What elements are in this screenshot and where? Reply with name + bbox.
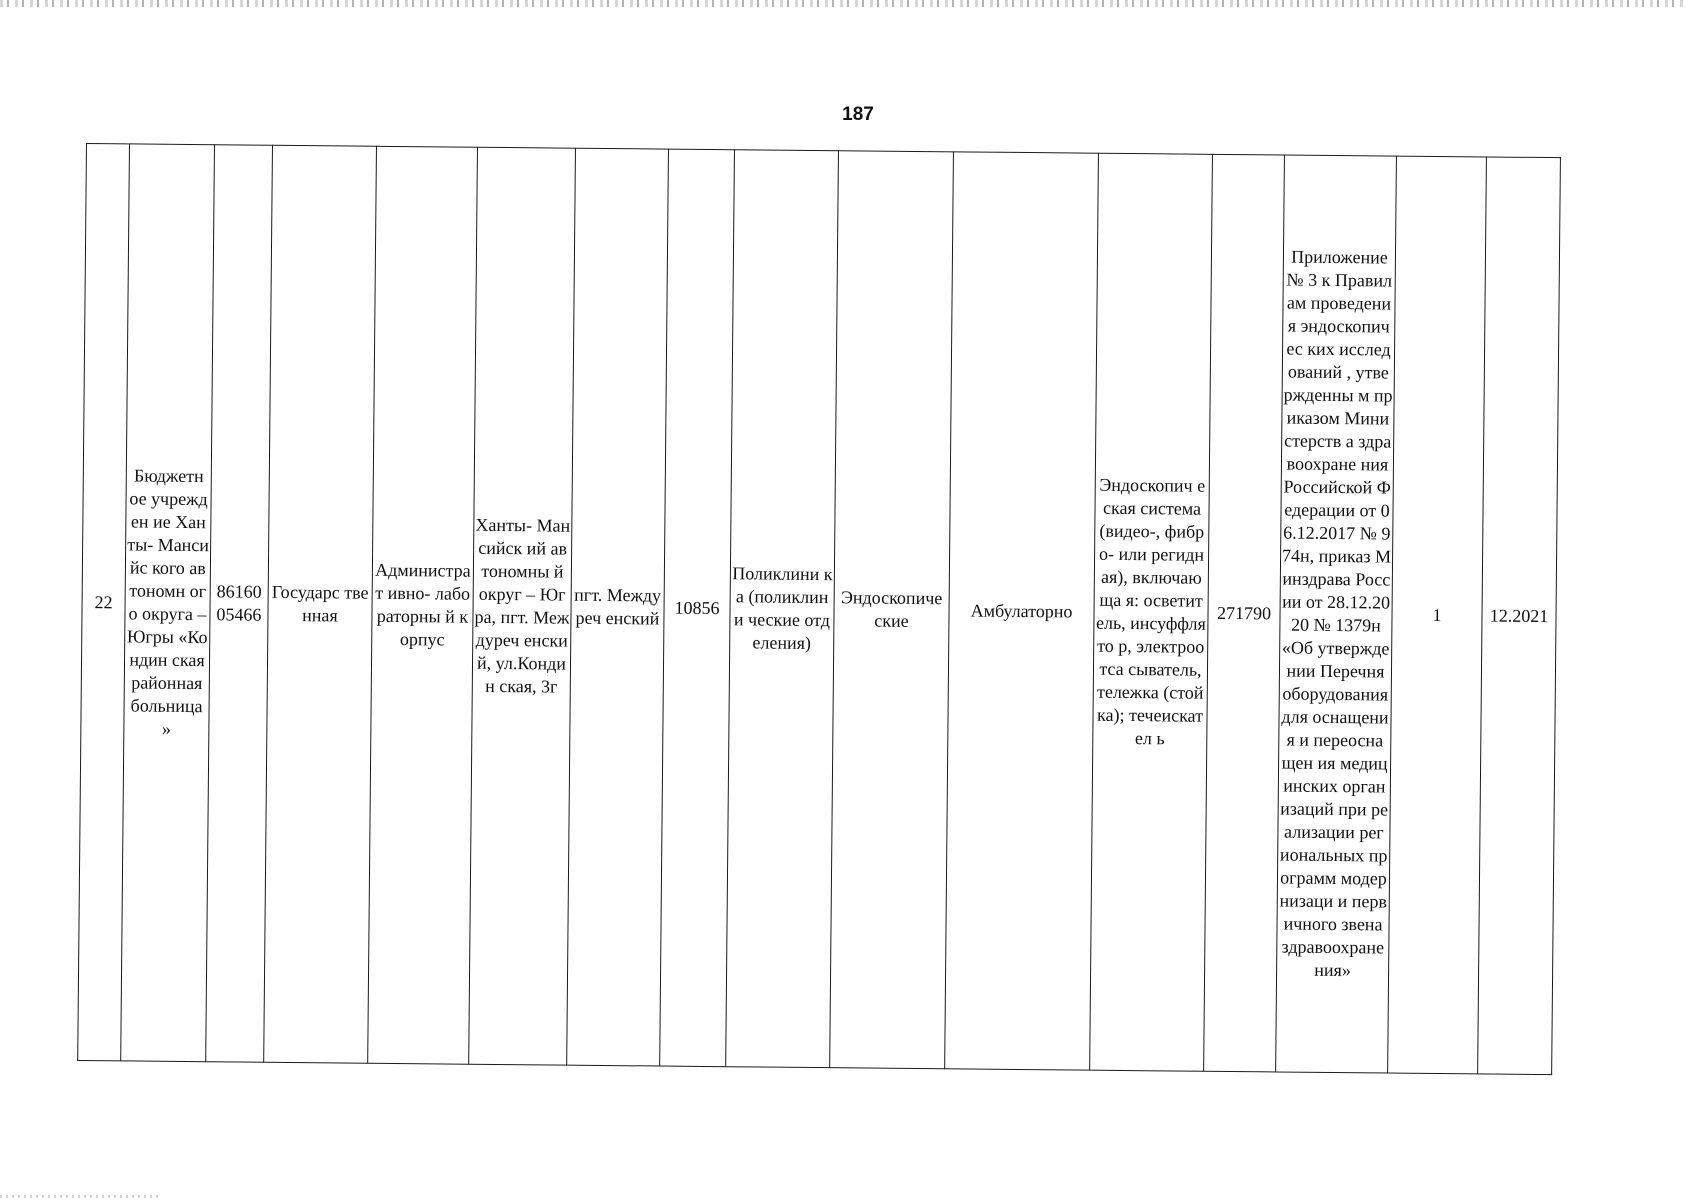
scan-bottom-edge <box>0 1195 160 1198</box>
table-row <box>78 144 1561 1075</box>
basis-cell: Приложение № 3 к Правилам проведения эндоскопичес ких исследований , утвержденны м приказом Министерств а здравоохране ния Российской Федерации от 06.12.2017 № 974н, приказ Минздрава России от 28.12.2020 № 1379н «Об утверждении Перечня оборудования для оснащения и переоснащен ия медицинских организаций при реализации региональных программ модернизаци и первичного звена здравоохране ния» <box>1276 155 1397 1073</box>
settlement-cell: пгт. Междуреч енский <box>567 148 669 1066</box>
equipment-table <box>77 143 1561 1075</box>
table-sheet <box>77 143 1560 1081</box>
population-cell: 10856 <box>660 149 735 1067</box>
organization-cell: Бюджетн ое учрежден ие Ханты- Мансийс кого автономн ого округа – Югры «Кондин ская районная больница » <box>121 144 215 1062</box>
care-form-cell: Амбулаторно <box>945 152 1099 1070</box>
address-cell: Ханты- Мансийск ий автономны й округ – Югра, пгт. Междуреч енский, ул.Кондин ская, 3г <box>469 147 576 1065</box>
service-cell: Эндоскопиче ские <box>830 151 954 1069</box>
row-number-cell: 22 <box>78 144 130 1061</box>
building-cell: Администрат ивно- лабораторны й корпус <box>368 146 478 1064</box>
page-number: 187 <box>842 104 874 125</box>
code-cell: 271790 <box>1204 154 1285 1072</box>
unit-cell: Поликлини ка (поликлини ческие отделения) <box>726 150 839 1068</box>
date-cell: 12.2021 <box>1478 157 1561 1075</box>
quantity-cell: 1 <box>1388 156 1487 1074</box>
equipment-cell: Эндоскопич еская система (видео-, фибро- или регидная), включающа я: осветитель, инсуффлято р, электроотса сыватель, тележка (стойка); течеискател ь <box>1090 153 1213 1071</box>
ownership-cell: Государс твенная <box>264 145 377 1063</box>
scan-top-edge <box>0 0 1686 7</box>
inn-cell: 86160 05466 <box>206 145 273 1063</box>
